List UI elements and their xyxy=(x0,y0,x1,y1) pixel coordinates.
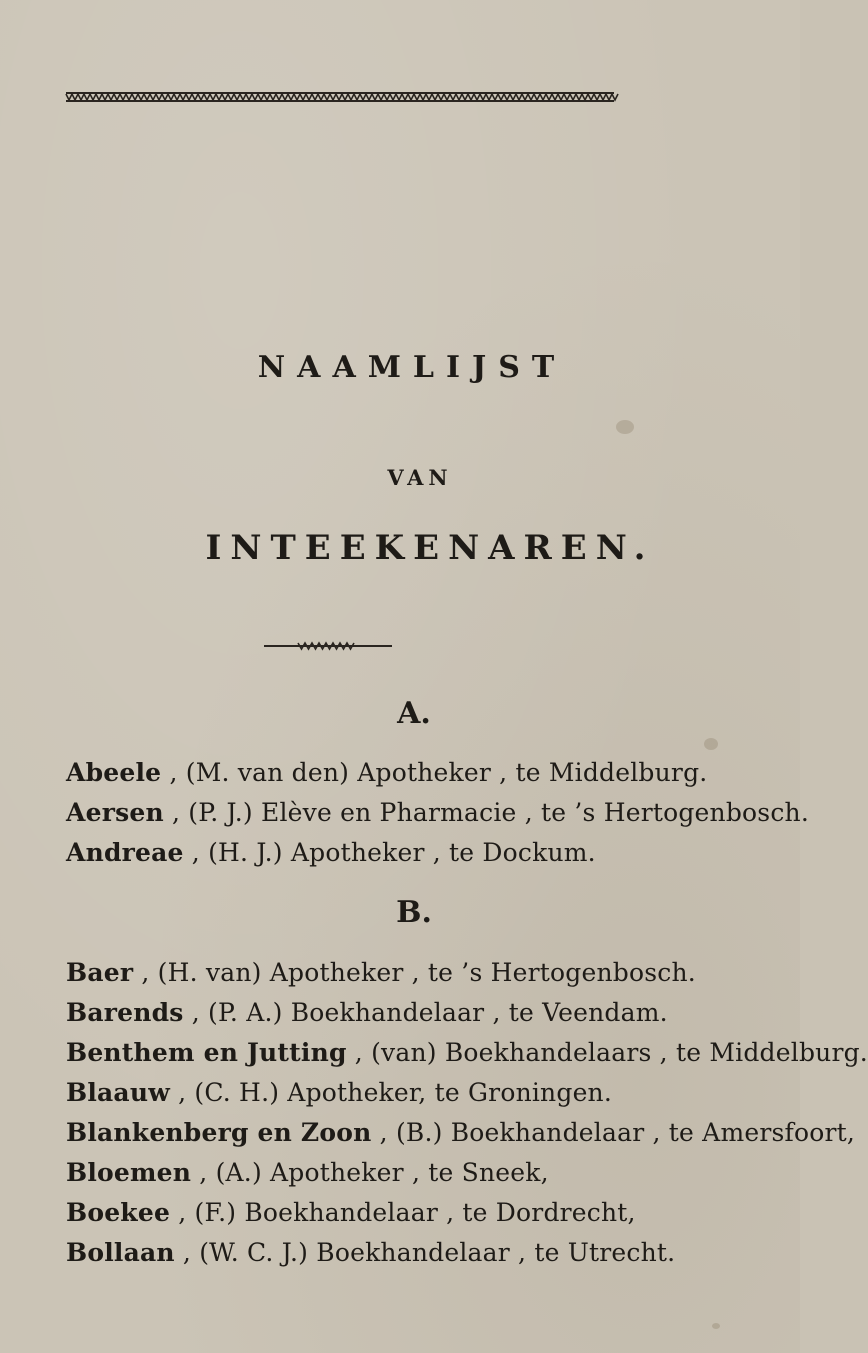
entry-details: , (P. J.) Elève en Pharmacie , te ’s Hertogenbosch. xyxy=(163,798,809,827)
title-inteekenaren: INTEEKENAREN. xyxy=(205,528,655,568)
entry-benthem xyxy=(66,1038,868,1067)
entry-name: Boekee xyxy=(66,1198,171,1227)
entry-aersen xyxy=(66,798,809,827)
entry-bollaan xyxy=(66,1238,796,1267)
paper-stain xyxy=(704,738,718,750)
section-letter-b: B. xyxy=(396,895,432,930)
entry-details: , (H. van) Apotheker , te ’s Hertogenbosch. xyxy=(133,958,696,987)
paper-stain xyxy=(616,420,634,434)
top-ornament-rule xyxy=(66,90,614,104)
entry-name: Aersen xyxy=(66,798,164,827)
entry-name: Benthem en Jutting xyxy=(66,1038,347,1067)
title-van: VAN xyxy=(387,465,453,490)
entry-bloemen xyxy=(66,1158,796,1187)
entry-details: , (M. van den) Apotheker , te Middelburg. xyxy=(161,758,708,787)
entry-andreae xyxy=(66,838,796,867)
entry-details: , (H. J.) Apotheker , te Dockum. xyxy=(183,838,596,867)
entry-details: , (W. C. J.) Boekhandelaar , te Utrecht. xyxy=(174,1238,676,1267)
entry-name: Baer xyxy=(66,958,134,987)
entry-baer xyxy=(66,958,796,987)
entry-blaauw xyxy=(66,1078,796,1107)
entry-name: Blankenberg en Zoon xyxy=(66,1118,372,1147)
entry-details: , (P. A.) Boekhandelaar , te Veendam. xyxy=(183,998,668,1027)
entry-name: Andreae xyxy=(66,838,184,867)
entry-name: Bloemen xyxy=(66,1158,192,1187)
middle-ornament-rule xyxy=(264,640,392,652)
entry-details: , (A.) Apotheker , te Sneek, xyxy=(191,1158,549,1187)
entry-name: Abeele xyxy=(66,758,162,787)
entry-name: Blaauw xyxy=(66,1078,170,1107)
entry-boekee xyxy=(66,1198,796,1227)
entry-details: , (van) Boekhandelaars , te Middelburg. xyxy=(346,1038,868,1067)
entry-name: Barends xyxy=(66,998,184,1027)
entry-blankenberg xyxy=(66,1118,856,1147)
entry-details: , (B.) Boekhandelaar , te Amersfoort, xyxy=(371,1118,856,1147)
entry-details: , (F.) Boekhandelaar , te Dordrecht, xyxy=(170,1198,636,1227)
entry-name: Bollaan xyxy=(66,1238,175,1267)
paper-stain xyxy=(712,1323,720,1329)
section-letter-a: A. xyxy=(397,696,431,731)
entry-details: , (C. H.) Apotheker, te Groningen. xyxy=(169,1078,613,1107)
entry-abeele xyxy=(66,758,796,787)
entry-barends xyxy=(66,998,796,1027)
title-naamlijst: NAAMLIJST xyxy=(257,350,567,385)
